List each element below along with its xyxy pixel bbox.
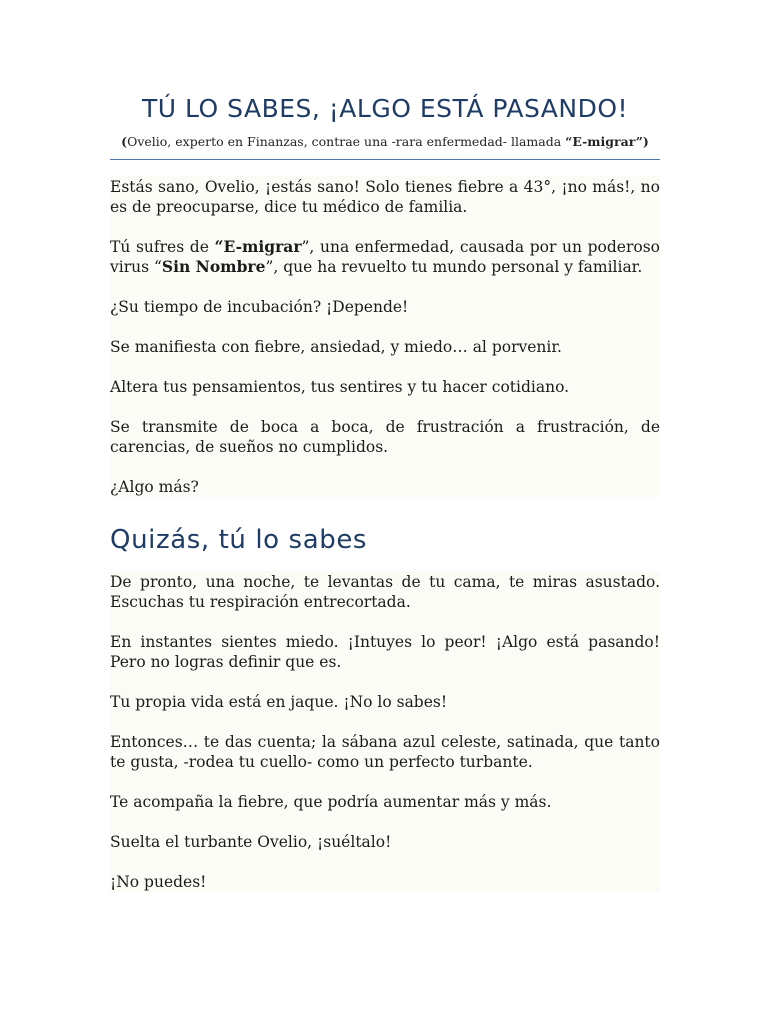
document-page [110,0,660,900]
text-run: ”, que ha revuelto tu mundo personal y familiar. [265,258,643,276]
document-subtitle [110,134,660,160]
paragraph: Tu propia vida está en jaque. ¡No lo sabes! [110,693,448,711]
subtitle-text: Ovelio, experto en Finanzas, contrae una -rara enfermedad- llamada [127,134,566,149]
paragraph: Entonces… te das cuenta; la sábana azul celeste, satinada, que tanto te gusta, -rodea tu cuello- como un perfecto turbante. [110,733,660,771]
paragraph: De pronto, una noche, te levantas de tu cama, te miras asustado. Escuchas tu respiración entrecortada. [110,573,660,611]
subtitle-open-paren: ( [121,134,128,149]
emphasis-sin-nombre: Sin Nombre [161,257,266,276]
paragraph: Se manifiesta con fiebre, ansiedad, y miedo… al porvenir. [110,338,562,356]
paragraph [110,237,660,277]
paragraph: Altera tus pensamientos, tus sentires y tu hacer cotidiano. [110,378,570,396]
paragraph: Estás sano, Ovelio, ¡estás sano! Solo tienes fiebre a 43°, ¡no más!, no es de preocuparse, dice tu médico de familia. [110,178,660,216]
section-quizas [110,571,660,892]
section-intro [110,176,660,497]
paragraph: En instantes sientes miedo. ¡Intuyes lo peor! ¡Algo está pasando! Pero no logras definir que es. [110,633,660,671]
paragraph: ¿Algo más? [110,478,199,496]
emphasis-e-migrar: “E-migrar [214,237,302,256]
paragraph: ¡No puedes! [110,873,207,891]
paragraph: Se transmite de boca a boca, de frustración a frustración, de carencias, de sueños no cumplidos. [110,418,660,456]
text-run: ”, una enfermedad, causada por un poderoso virus “ [110,238,660,276]
paragraph: Te acompaña la fiebre, que podría aumentar más y más. [110,793,552,811]
paragraph: Suelta el turbante Ovelio, ¡suéltalo! [110,833,392,851]
paragraph: ¿Su tiempo de incubación? ¡Depende! [110,298,409,316]
subtitle-emphasis: “E-migrar”) [565,134,649,149]
section-heading: Quizás, tú lo sabes [110,525,368,555]
text-run: Tú sufres de [110,238,215,256]
document-title: TÚ LO SABES, ¡ALGO ESTÁ PASANDO! [141,94,629,123]
